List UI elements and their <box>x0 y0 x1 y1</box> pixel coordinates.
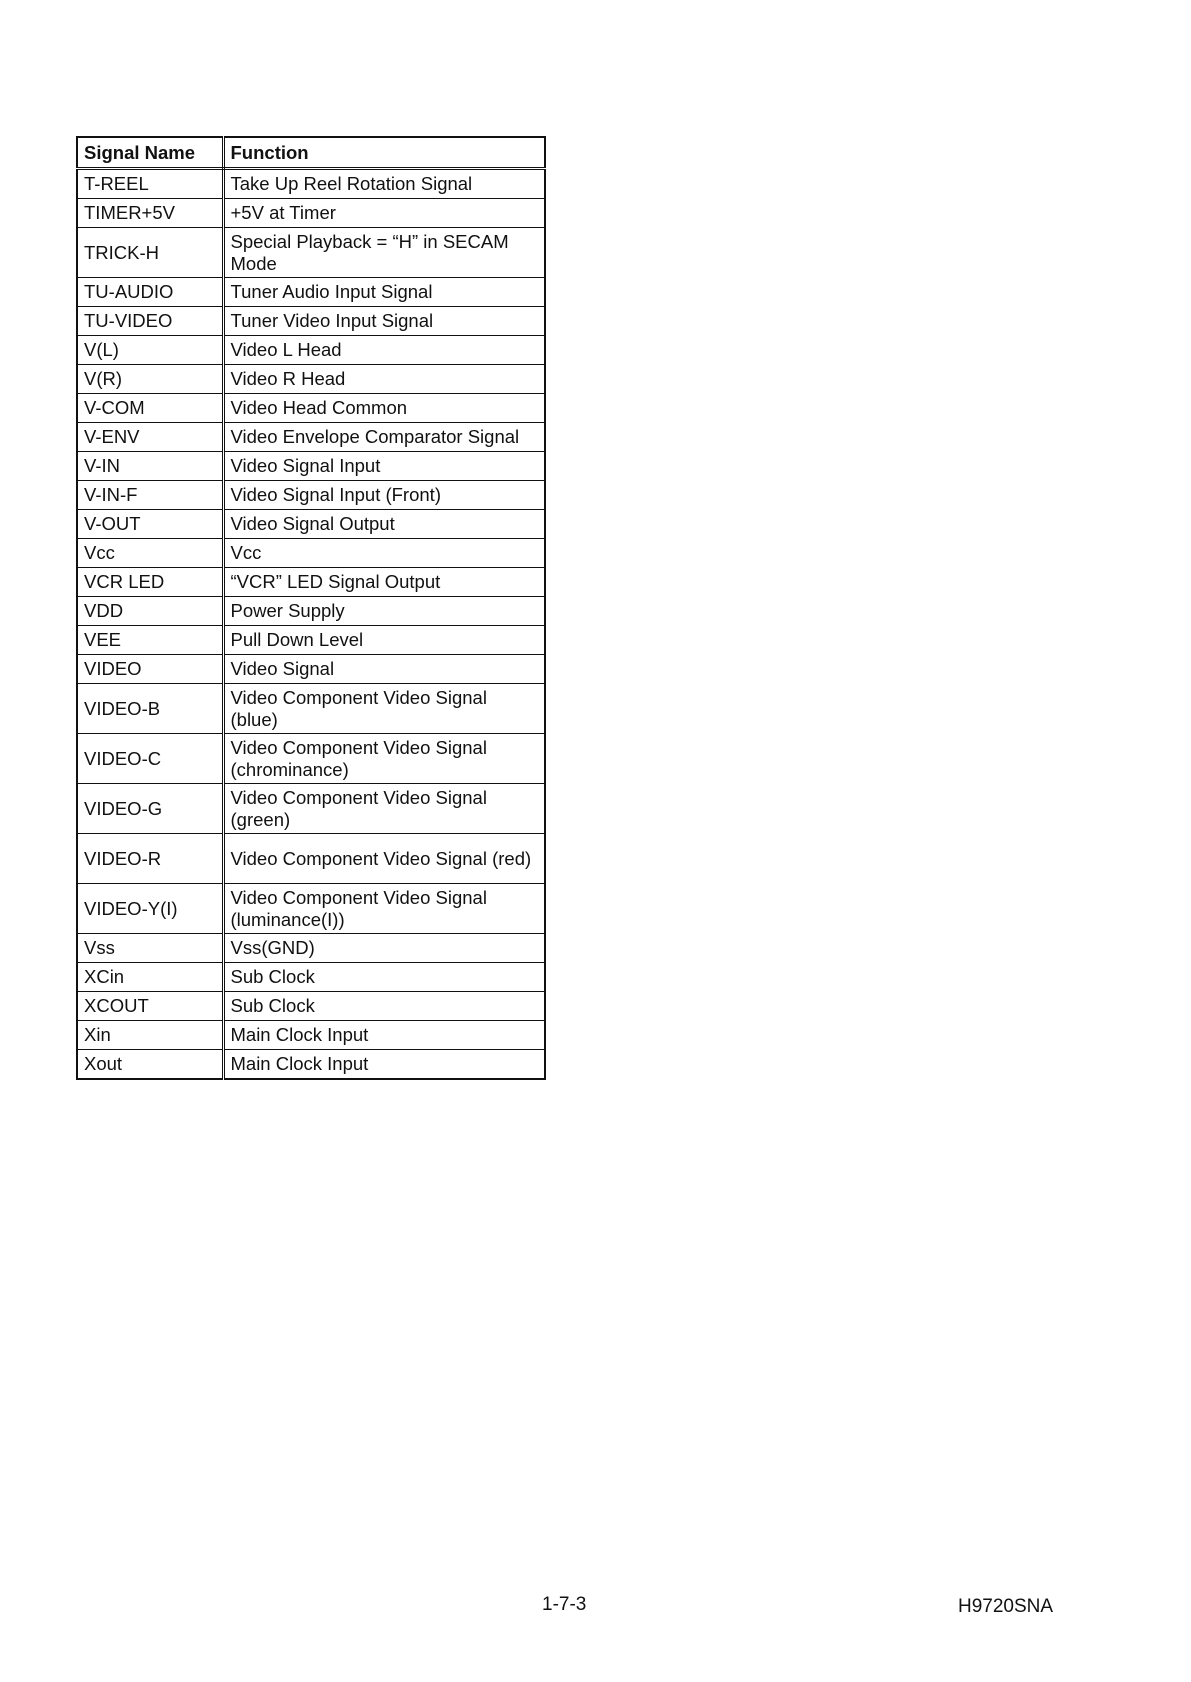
signal-name-cell: V(R) <box>77 365 223 394</box>
signal-name-cell: V-IN-F <box>77 481 223 510</box>
function-cell: “VCR” LED Signal Output <box>223 568 545 597</box>
function-cell: Special Playback = “H” in SECAM Mode <box>223 228 545 278</box>
signal-name-cell: VIDEO-Y(I) <box>77 884 223 934</box>
signal-name-cell: XCOUT <box>77 992 223 1021</box>
table-row <box>77 934 545 963</box>
function-cell: Vcc <box>223 539 545 568</box>
signal-name-cell: TU-AUDIO <box>77 278 223 307</box>
signal-name-cell: Vcc <box>77 539 223 568</box>
function-cell: Video L Head <box>223 336 545 365</box>
table-row <box>77 452 545 481</box>
header-function: Function <box>223 137 545 169</box>
table-row <box>77 655 545 684</box>
function-cell: Tuner Video Input Signal <box>223 307 545 336</box>
function-cell: Video Signal Input <box>223 452 545 481</box>
table-row <box>77 992 545 1021</box>
function-cell: Pull Down Level <box>223 626 545 655</box>
table-row <box>77 884 545 934</box>
table-row <box>77 394 545 423</box>
function-cell: Video Signal Output <box>223 510 545 539</box>
function-cell: Video Signal Input (Front) <box>223 481 545 510</box>
function-cell: Video R Head <box>223 365 545 394</box>
signal-name-cell: TIMER+5V <box>77 199 223 228</box>
table-row <box>77 278 545 307</box>
table-row <box>77 734 545 784</box>
signal-name-cell: VIDEO <box>77 655 223 684</box>
table-header-row <box>77 137 545 169</box>
signal-name-cell: VIDEO-G <box>77 784 223 834</box>
document-code: H9720SNA <box>958 1596 1054 1617</box>
function-cell: Video Component Video Signal (blue) <box>223 684 545 734</box>
table-row <box>77 307 545 336</box>
function-cell: Video Component Video Signal (chrominance) <box>223 734 545 784</box>
signal-name-cell: TRICK-H <box>77 228 223 278</box>
function-cell: Vss(GND) <box>223 934 545 963</box>
table-row <box>77 1050 545 1080</box>
table-row <box>77 510 545 539</box>
signal-name-cell: XCin <box>77 963 223 992</box>
function-cell: Sub Clock <box>223 992 545 1021</box>
signal-name-cell: V-OUT <box>77 510 223 539</box>
header-signal-name: Signal Name <box>77 137 223 169</box>
table-row <box>77 568 545 597</box>
table-row <box>77 199 545 228</box>
function-cell: Video Signal <box>223 655 545 684</box>
signal-name-cell: VIDEO-C <box>77 734 223 784</box>
function-cell: Video Head Common <box>223 394 545 423</box>
signal-name-cell: TU-VIDEO <box>77 307 223 336</box>
function-cell: Main Clock Input <box>223 1021 545 1050</box>
function-cell: Main Clock Input <box>223 1050 545 1080</box>
function-cell: Tuner Audio Input Signal <box>223 278 545 307</box>
function-cell: Video Component Video Signal (green) <box>223 784 545 834</box>
function-cell: Sub Clock <box>223 963 545 992</box>
function-cell: Power Supply <box>223 597 545 626</box>
table-row <box>77 423 545 452</box>
function-cell: Video Component Video Signal (red) <box>223 834 545 884</box>
function-cell: Video Envelope Comparator Signal <box>223 423 545 452</box>
signal-table <box>76 136 546 1080</box>
signal-name-cell: VEE <box>77 626 223 655</box>
signal-name-cell: Vss <box>77 934 223 963</box>
signal-name-cell: Xout <box>77 1050 223 1080</box>
table-row <box>77 784 545 834</box>
table-row <box>77 597 545 626</box>
signal-name-cell: VIDEO-B <box>77 684 223 734</box>
function-cell: Video Component Video Signal (luminance(I)) <box>223 884 545 934</box>
signal-name-cell: V-ENV <box>77 423 223 452</box>
page-number: 1-7-3 <box>542 1594 587 1615</box>
table-row <box>77 228 545 278</box>
signal-name-cell: V(L) <box>77 336 223 365</box>
signal-name-cell: T-REEL <box>77 169 223 199</box>
signal-name-cell: VIDEO-R <box>77 834 223 884</box>
table-row <box>77 539 545 568</box>
signal-name-cell: VCR LED <box>77 568 223 597</box>
signal-name-cell: V-COM <box>77 394 223 423</box>
signal-name-cell: V-IN <box>77 452 223 481</box>
signal-name-cell: Xin <box>77 1021 223 1050</box>
signal-name-cell: VDD <box>77 597 223 626</box>
table-row <box>77 834 545 884</box>
table-row <box>77 169 545 199</box>
table-row <box>77 1021 545 1050</box>
table-row <box>77 481 545 510</box>
table-row <box>77 963 545 992</box>
table-row <box>77 365 545 394</box>
table-row <box>77 684 545 734</box>
table-row <box>77 336 545 365</box>
function-cell: +5V at Timer <box>223 199 545 228</box>
function-cell: Take Up Reel Rotation Signal <box>223 169 545 199</box>
table-row <box>77 626 545 655</box>
